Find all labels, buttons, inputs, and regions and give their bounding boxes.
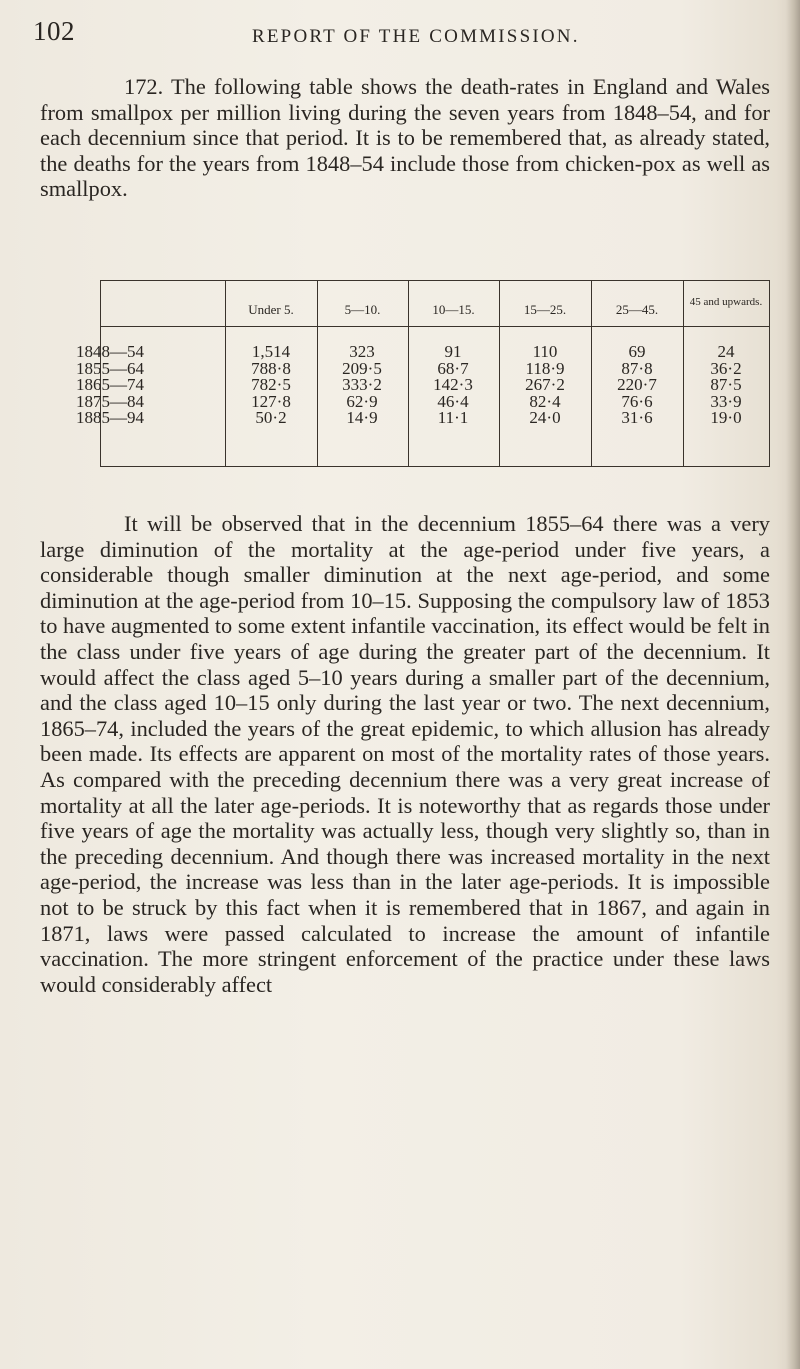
5-10-column: [312, 344, 412, 427]
table-cell: 62·9: [346, 391, 378, 411]
table-cell: 14·9: [346, 408, 378, 427]
table-row-period: 1885—94: [76, 408, 144, 427]
intro-paragraph: 172. The following table shows the death-rates in England and Wales from smallpox per million living during the seven years from 1848–54, and for each decennium since that period. It is to be remembered that, as already stated, the deaths for the years from 1848–54 include those from chicken-pox as well as smallpox.: [40, 74, 770, 201]
table-cell: 82·4: [529, 391, 561, 411]
table-cell: 87·8: [621, 358, 653, 378]
table-cell: 68·7: [437, 358, 469, 378]
table-cell: 76·6: [621, 391, 653, 411]
table-cell: 267·2: [525, 375, 565, 394]
table-cell: 24·0: [529, 408, 561, 427]
table-header-rule: [100, 326, 770, 327]
table-row-period: 1848—54: [76, 342, 144, 361]
table-cell: 36·2: [710, 358, 742, 378]
death-rate-table: [40, 280, 770, 470]
table-cell: 118·9: [525, 358, 565, 378]
25-45-column: [587, 344, 687, 427]
table-cell: 220·7: [617, 375, 657, 394]
table-cell: 323: [349, 342, 375, 361]
page-edge-shadow: [786, 0, 800, 1369]
column-header-25-45: 25—45.: [615, 302, 659, 317]
page-number: 102: [33, 16, 75, 46]
column-header-under-5: Under 5.: [248, 302, 294, 317]
table-top-rule: [100, 280, 770, 281]
body-paragraph: It will be observed that in the decennium 1855–64 there was a very large diminution of the mortality at the age-period under five years, a considerable though smaller diminution at the next age-period, and some diminution at the age-period from 10–15. Supposing the compulsory law of 1853 to have augmented to some extent infantile vaccination, its effect would be felt in the class under five years of age during the greater part of the decennium. It would affect the class aged 5–10 years during a smaller part of the decennium, and the class aged 10–15 only during the last year or two. The next decennium, 1865–74, included the years of the great epidemic, to which allusion has already been made. Its effects are apparent on most of the mortality rates of those years. As compared with the preceding decennium there was a very great increase of mortality at all the later age-periods. It is noteworthy that as regards those under five years of age the mortality was actually less, though very slightly so, than in the preceding decennium. And though there was increased mortality in the next age-period, the increase was less than in the later age-periods. It is impossible not to be struck by this fact when it is remembered that in 1867, and again in 1871, laws were passed calculated to increase the amount of infantile vaccination. The more stringent enforcement of the practice under these laws would considerably affect: [40, 511, 770, 997]
under-5-column: [221, 344, 321, 427]
table-cell: 127·8: [251, 391, 291, 411]
table-bottom-rule: [100, 466, 770, 467]
table-cell: 110: [532, 342, 558, 361]
table-cell: 782·5: [251, 375, 291, 394]
table-row-period: 1865—74: [76, 375, 144, 394]
column-header-10-15: 10—15.: [432, 302, 475, 317]
table-row-period: 1855—64: [76, 358, 144, 378]
column-header-15-25: 15—25.: [523, 302, 567, 317]
table-cell: 24: [717, 342, 735, 361]
table-cell: 333·2: [342, 375, 382, 394]
running-head: REPORT OF THE COMMISSION.: [252, 26, 580, 47]
table-cell: 142·3: [433, 375, 473, 394]
table-cell: 50·2: [255, 408, 287, 427]
period-column: [76, 344, 186, 427]
table-cell: 31·6: [621, 408, 653, 427]
table-cell: 1,514: [251, 342, 291, 361]
table-cell: 91: [444, 342, 462, 361]
table-cell: 788·8: [251, 358, 291, 378]
10-15-column: [403, 344, 503, 427]
column-header-5-10: 5—10.: [344, 302, 381, 317]
table-cell: 46·4: [437, 391, 469, 411]
table-cell: 19·0: [710, 408, 742, 427]
45-upwards-column: [676, 344, 776, 427]
column-header-45-upwards: 45 and upwards.: [689, 296, 763, 308]
15-25-column: [495, 344, 595, 427]
table-row-period: 1875—84: [76, 391, 144, 411]
table-cell: 209·5: [342, 358, 382, 378]
table-cell: 11·1: [437, 408, 469, 427]
table-cell: 87·5: [710, 375, 742, 394]
table-cell: 69: [628, 342, 646, 361]
table-cell: 33·9: [710, 391, 742, 411]
